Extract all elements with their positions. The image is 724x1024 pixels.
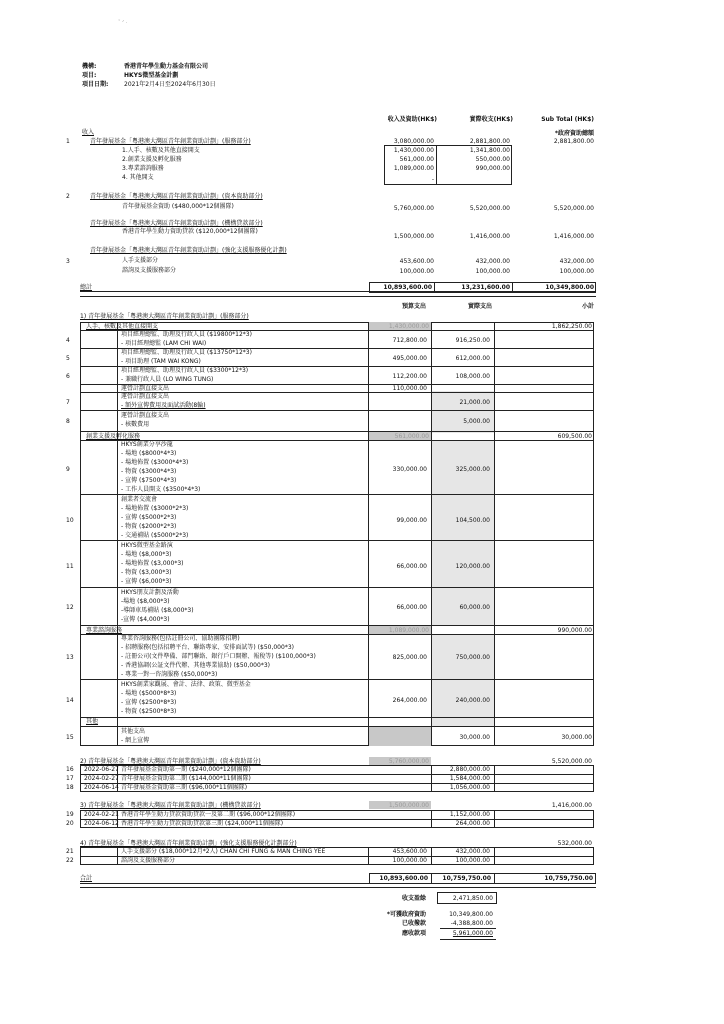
exp-line: HKYS朋友計劃及活動 xyxy=(121,589,179,596)
exp-line: - 宣傳 ($6,000*3) xyxy=(121,578,172,585)
amount: 1,152,000.00 xyxy=(449,811,490,818)
exp-line: 諮詢及支援服務部分 xyxy=(121,857,176,864)
row-number: 14 xyxy=(66,697,74,704)
row-date: 2024-02-21 xyxy=(84,811,119,818)
exp-section-1: 1) 青年發展基金「粵港澳大灣區青年創業資助計劃」(服務部分) xyxy=(80,313,249,320)
amount: 5,000.00 xyxy=(463,418,490,425)
amount: 1,430,000.00 xyxy=(393,147,434,154)
amount: 561,000.00 xyxy=(399,156,434,163)
amount: 1,500,000.00 xyxy=(393,233,434,240)
exp-line: 創業者交流會 xyxy=(121,496,158,503)
income-line: 4. 其他開支 xyxy=(122,174,154,181)
row-number: 13 xyxy=(66,654,74,661)
exp-line: 青年發展基金資助第三期 ($96,000*11個團隊) xyxy=(121,784,248,791)
amount: 66,000.00 xyxy=(396,563,427,570)
amount: 712,800.00 xyxy=(392,337,427,344)
exp-line: 運營計劃直接支出 xyxy=(121,393,170,400)
row-number: 7 xyxy=(66,399,70,406)
amount: 66,000.00 xyxy=(396,604,427,611)
col-budget-exp: 預算支出 xyxy=(401,303,426,310)
amount: 2,881,800.00 xyxy=(553,138,594,145)
row-number: 17 xyxy=(66,775,74,782)
exp-line: - 項目助理 (TAM WAI KONG) xyxy=(121,358,201,365)
amount: 10,893,600.00 xyxy=(383,284,432,291)
amount: 1,500,000.00 xyxy=(388,802,429,809)
row-number: 19 xyxy=(66,811,74,818)
amount: 330,000.00 xyxy=(392,466,427,473)
amount: 100,000.00 xyxy=(392,857,427,864)
amount: 750,000.00 xyxy=(455,654,490,661)
scan-mark: ˜ ᐟ · xyxy=(118,20,128,26)
amount: 532,000.00 xyxy=(557,840,592,847)
amount: 990,000.00 xyxy=(557,627,592,634)
amount: 10,759,750.00 xyxy=(544,875,593,882)
exp-line: - 場地 ($8000*4*3) xyxy=(121,450,177,457)
row-number: 9 xyxy=(66,466,70,473)
amount: 5,520,000.00 xyxy=(469,205,510,212)
amount: 1,056,000.00 xyxy=(449,784,490,791)
exp-line: - 物資 ($2500*8*3) xyxy=(121,708,177,715)
amount: 2,880,000.00 xyxy=(449,766,490,773)
row-number: 16 xyxy=(66,766,74,773)
exp-line: 香港青年學生動力貸款資助貸款第三期 ($24,000*11個團隊) xyxy=(121,820,284,827)
amount: 240,000.00 xyxy=(455,697,490,704)
amount: 550,000.00 xyxy=(475,156,510,163)
amount: 5,961,000.00 xyxy=(452,930,493,937)
row-number: 10 xyxy=(66,517,74,524)
row-number: 15 xyxy=(66,734,74,741)
amount: 1,430,000.00 xyxy=(388,323,429,330)
exp-line: - 工作人員開支 ($3500*4*3) xyxy=(121,486,201,493)
exp-line: - 場地佈置 ($3000*2*3) xyxy=(121,505,189,512)
amount: 99,000.00 xyxy=(396,517,427,524)
project-name: HKYS微型基金計劃 xyxy=(124,72,179,79)
income-total-label: 總計 xyxy=(80,284,93,291)
exp-group-other: 其他 xyxy=(86,718,99,725)
exp-line: - 場地 ($8,000*3) xyxy=(121,551,172,558)
exp-line: 人手支援部分 ($18,000*12月*2人) CHAN CHI FUNG & MAN CHING YEE xyxy=(121,848,326,855)
amount: 495,000.00 xyxy=(392,355,427,362)
exp-line: - 核數費用 xyxy=(121,421,150,428)
amount: 1,584,000.00 xyxy=(449,775,490,782)
amount: 561,000.00 xyxy=(394,433,429,440)
amount: 825,000.00 xyxy=(392,654,427,661)
row-number: 2 xyxy=(66,193,70,200)
date-label: 項目日期: xyxy=(82,81,109,88)
income-line: 1.人手、核數及其他直接開支 xyxy=(122,147,200,154)
row-number: 18 xyxy=(66,784,74,791)
surplus-label: 收支盈餘 xyxy=(401,895,426,902)
row-number: 3 xyxy=(66,258,70,265)
income-capital-title: 青年發展基金「粵港澳大灣區青年創業資助計劃」(資本資助部分) xyxy=(90,193,263,200)
exp-line: - 註冊公司(文件準備、部門聯絡、銀行戶口開辦、報稅等) ($100,000*3) xyxy=(121,653,316,660)
exp-line: 其他支出 xyxy=(121,728,146,735)
amount: 264,000.00 xyxy=(455,820,490,827)
row-number: 12 xyxy=(66,604,74,611)
amount: 120,000.00 xyxy=(455,563,490,570)
exp-line: -場地 ($8,000*3) xyxy=(121,598,170,605)
exp-line: - 宣傳 ($2500*8*3) xyxy=(121,699,177,706)
income-service-title: 青年發展基金「粵港澳大灣區青年創業資助計劃」(服務部分) xyxy=(90,138,251,145)
col-subtotal: Sub Total (HK$) xyxy=(541,116,594,123)
amount: 916,250.00 xyxy=(455,337,490,344)
row-number: 1 xyxy=(66,138,70,145)
row-number: 6 xyxy=(66,373,70,380)
exp-section-2: 2) 青年發展基金「粵港澳大灣區青年創業資助計劃」(資本資助部分) xyxy=(80,758,261,765)
amount: 10,349,800.00 xyxy=(449,911,493,918)
exp-line: 青年發展基金資助第二期 ($144,000*11個團隊) xyxy=(121,775,251,782)
exp-line: 項目經理總監、助理及行政人員 ($13750*12*3) xyxy=(121,349,252,356)
exp-line: - 物資 ($3000*4*3) xyxy=(121,468,177,475)
amount: 13,231,600.00 xyxy=(461,284,510,291)
amount: 3,080,000.00 xyxy=(393,138,434,145)
exp-total-label: 合計 xyxy=(80,875,93,882)
row-number: 21 xyxy=(66,848,74,855)
exp-line: HKYS創業家觀展、會計、法律、政策、微型基金 xyxy=(121,681,251,688)
amount: 453,600.00 xyxy=(399,258,434,265)
income-line: 2.創業支援及孵化服務 xyxy=(122,156,182,163)
amount: 432,000.00 xyxy=(559,258,594,265)
exp-line: 青年發展基金資助第一期 ($240,000*12個團隊) xyxy=(121,766,251,773)
exp-line: - 宣傳 ($7500*4*3) xyxy=(121,477,177,484)
amount: 990,000.00 xyxy=(475,165,510,172)
exp-line: - 交通補貼 ($5000*2*3) xyxy=(121,532,189,539)
exp-line: 香港青年學生動力貸款資助貸款一及第二期 ($96,000*12個團隊) xyxy=(121,811,296,818)
income-line: 香港青年學生動力資助貸款 ($120,000*12個團隊) xyxy=(122,228,258,235)
amount: 21,000.00 xyxy=(459,399,490,406)
col-gov-total: *政府資助總額 xyxy=(554,130,594,137)
row-number: 4 xyxy=(66,337,70,344)
row-number: 11 xyxy=(66,563,74,570)
exp-line: 專業咨詢服務(包括註冊公司、協助團隊招聘) xyxy=(121,635,240,642)
exp-line: - 招聘服務(包括招聘平台、聯絡專家、安排面試等) ($50,000*3) xyxy=(121,644,294,651)
row-date: 2024-02-27 xyxy=(84,775,119,782)
exp-line: -導師車馬補貼 ($8,000*3) xyxy=(121,607,194,614)
exp-line: HKYS創業分享沙龍 xyxy=(121,441,173,448)
row-number: 22 xyxy=(66,857,74,864)
org-name: 香港青年學生動力基金有限公司 xyxy=(124,63,209,70)
amount: 104,500.00 xyxy=(455,517,490,524)
exp-group-incubation: 創業支援及孵化服務 xyxy=(86,433,141,440)
col-actual: 實際收支(HK$) xyxy=(469,116,513,123)
exp-line: - 項目經理總監 (LAM CHI WAI) xyxy=(121,340,207,347)
exp-section-4: 4) 青年發展基金「粵港澳大灣區青年創業資助計劃」(強化支援服務優化計劃部分) xyxy=(80,840,297,847)
amount: 100,000.00 xyxy=(399,268,434,275)
row-date: 2024-06-12 xyxy=(84,820,119,827)
amount: - xyxy=(431,176,434,183)
amount: 1,862,250.00 xyxy=(551,323,592,330)
amount: 1,341,800.00 xyxy=(469,147,510,154)
amount: 1,089,000.00 xyxy=(393,165,434,172)
row-number: 8 xyxy=(66,418,70,425)
amount: 2,881,800.00 xyxy=(469,138,510,145)
income-line: 青年發展基金資助 ($480,000*12個團隊) xyxy=(122,203,234,210)
exp-line: -宣傳 ($4,000*3) xyxy=(121,616,170,623)
amount: 609,500.00 xyxy=(557,433,592,440)
exp-line: 項目經理總監、助理及行政人員 ($19800*12*3) xyxy=(121,331,252,338)
amount: 5,520,000.00 xyxy=(553,205,594,212)
exp-line: - 額外宣傳費用及面試活動(8輪) xyxy=(121,402,206,409)
amount: 264,000.00 xyxy=(392,697,427,704)
row-number: 5 xyxy=(66,355,70,362)
amount: 10,893,600.00 xyxy=(379,875,428,882)
amount: 432,000.00 xyxy=(475,258,510,265)
exp-line: - 場地佈置 ($3000*4*3) xyxy=(121,459,189,466)
col-income: 收入及資助(HK$) xyxy=(387,116,437,123)
row-date: 2022-06-27 xyxy=(84,766,119,773)
exp-line: 運營計劃直接支出 xyxy=(121,412,170,419)
income-loan-title: 青年發展基金「粵港澳大灣區青年創業資助計劃」(機構貸款部分) xyxy=(90,220,263,227)
amount: 60,000.00 xyxy=(459,604,490,611)
col-actual-exp: 實際支出 xyxy=(467,303,492,310)
income-line: 人手支援部分 xyxy=(122,257,159,264)
amount: 453,600.00 xyxy=(392,848,427,855)
exp-line: - 香港協調(公証文件代辦、其他專業協助) ($50,000*3) xyxy=(121,662,270,669)
exp-line: - 場地佈置 ($3,000*3) xyxy=(121,560,184,567)
project-label: 項目: xyxy=(82,72,97,79)
amount: 110,000.00 xyxy=(392,385,427,392)
income-heading: 收入 xyxy=(82,129,95,136)
amount: -4,388,800.00 xyxy=(450,920,493,927)
amount: 432,000.00 xyxy=(455,848,490,855)
exp-line: - 網上宣傳 xyxy=(121,737,150,744)
exp-line: - 物資 ($2000*2*3) xyxy=(121,523,177,530)
amount: 1,416,000.00 xyxy=(469,233,510,240)
org-label: 機構: xyxy=(82,63,97,70)
exp-line: - 專業一對一咨詢服務 ($50,000*3) xyxy=(121,671,218,678)
amount: 5,760,000.00 xyxy=(393,205,434,212)
amount: 5,760,000.00 xyxy=(388,758,429,765)
amount: 325,000.00 xyxy=(455,466,490,473)
exp-line: - 兼職行政人員 (LO WING TUNG) xyxy=(121,376,214,383)
exp-line: - 物資 ($3,000*3) xyxy=(121,569,172,576)
amount: 100,000.00 xyxy=(455,857,490,864)
amount: 100,000.00 xyxy=(559,268,594,275)
amount: 1,416,000.00 xyxy=(551,802,592,809)
amount: 108,000.00 xyxy=(455,373,490,380)
gov-grant-label: *可獲政府資助 xyxy=(386,911,426,918)
amount: 2,471,850.00 xyxy=(452,895,493,902)
row-number: 20 xyxy=(66,820,74,827)
amount: 1,416,000.00 xyxy=(553,233,594,240)
exp-section-3: 3) 青年發展基金「粵港澳大灣區青年創業資助計劃」(機構貸款部分) xyxy=(80,802,261,809)
exp-line: 運營計劃直接支出 xyxy=(121,385,170,392)
exp-line: - 宣傳 ($5000*2*3) xyxy=(121,514,177,521)
amount: 100,000.00 xyxy=(475,268,510,275)
exp-group-consult: 專業諮詢服務 xyxy=(86,627,123,634)
col-small-total: 小計 xyxy=(581,303,594,310)
exp-line: HKYS微型基金路演 xyxy=(121,542,173,549)
amount: 30,000.00 xyxy=(561,734,592,741)
amount: 10,759,750.00 xyxy=(442,875,491,882)
amount: 30,000.00 xyxy=(459,734,490,741)
exp-line: - 場地 ($5000*8*3) xyxy=(121,690,177,697)
amount: 1,089,000.00 xyxy=(388,627,429,634)
income-enhance-title: 青年發展基金「粵港澳大灣區青年創業資助計劃」(強化支援服務優化計劃) xyxy=(90,247,287,254)
received-label: 已收撥款 xyxy=(401,920,426,927)
receivable-label: 應收款項 xyxy=(401,930,426,937)
amount: 112,200.00 xyxy=(392,373,427,380)
amount: 10,349,800.00 xyxy=(545,284,594,291)
row-date: 2024-06-14 xyxy=(84,784,119,791)
amount: 612,000.00 xyxy=(455,355,490,362)
income-line: 3.專業諮詢服務 xyxy=(122,165,164,172)
income-line: 諮詢及支援服務部分 xyxy=(122,267,177,274)
amount: 5,520,000.00 xyxy=(551,758,592,765)
project-date: 2021年2月4日至2024年6月30日 xyxy=(124,81,216,88)
exp-group-staff: 人手、核數及其他直接開支 xyxy=(86,323,159,330)
exp-line: 項目經理總監、助理及行政人員 ($3300*12*3) xyxy=(121,367,249,374)
